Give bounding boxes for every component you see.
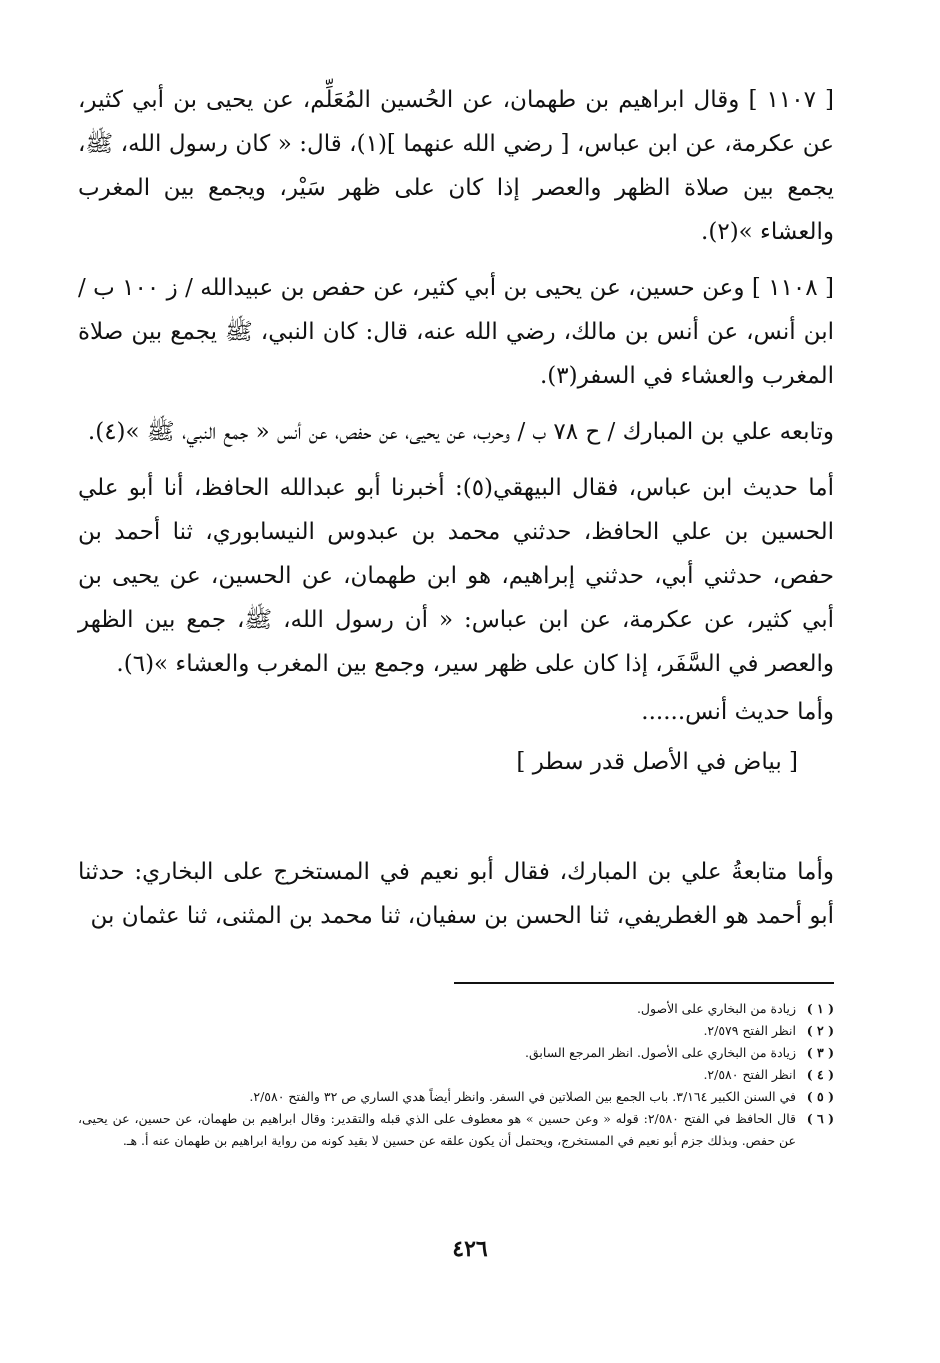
paragraph-hadith-1107: [ ١١٠٧ ] وقال ابراهيم بن طهمان، عن الحُسين المُعَلِّم، عن يحيى بن أبي كثير، عن عكرمة، عن ابن عباس، [ رضي الله عنهما ](١)، قال: « كان رسول الله، ﷺ، يجمع بين صلاة الظهر والعصر إذا كان على ظهر سَيْر، ويجمع بين المغرب والعشاء »(٢). [78,87,834,245]
footnote-2 [78,1020,834,1042]
footnote-text: في السنن الكبير ٣/١٦٤. باب الجمع بين الصلاتين في السفر. وانظر أيضاً هدي الساري ص ٣٢ والفتح ٢/٥٨٠. [249,1089,796,1104]
paragraph-mutaba-ali: وتابعه علي بن المبارك / ح ٧٨ ب / وحرب، عن يحيى، عن حفص، عن أنس « جمع النبي، ﷺ »(٤). [87,419,834,445]
footnote-3 [78,1042,834,1064]
footnote-number: ( ٢ ) [806,1023,834,1038]
footnote-number: ( ٥ ) [806,1089,834,1104]
footnote-number: ( ٦ ) [806,1111,834,1126]
footnote-text: زيادة من البخاري على الأصول. [636,1001,796,1016]
blank-line-gap [78,784,834,850]
paragraph-ibn-abbas-hadith: أما حديث ابن عباس، فقال البيهقي(٥): أخبرنا أبو عبدالله الحافظ، أنا أبو علي الحسين بن علي الحافظ، حدثني محمد بن عبدوس النيسابوري، ثنا أحمد بن حفص، حدثني أبي، حدثني إبراهيم، هو ابن طهمان، عن الحسين، عن يحيى بن أبي كثير، عن عكرمة، عن ابن عباس: « أن رسول الله، ﷺ، جمع بين الظهر والعصر في السَّفَر، إذا كان على ظهر سير، وجمع بين المغرب والعشاء »(٦). [78,475,834,677]
footnote-5 [78,1086,834,1108]
footnote-divider [454,982,834,984]
page-number: ٤٢٦ [452,1236,488,1262]
footnote-number: ( ٤ ) [806,1067,834,1082]
footnote-number: ( ١ ) [806,1001,834,1016]
footnotes [78,982,834,1152]
footnote-text: انظر الفتح ٢/٥٧٩. [703,1023,796,1038]
paragraph-anas-hadith: وأما حديث أنس...... [641,699,834,725]
paragraph-hadith-1108: [ ١١٠٨ ] وعن حسين، عن يحيى بن أبي كثير، عن حفص بن عبيدالله / ز ١٠٠ ب / ابن أنس، عن أنس بن مالك، رضي الله عنه، قال: كان النبي، ﷺ يجمع بين صلاة المغرب والعشاء في السفر(٣). [78,275,834,389]
footnote-1 [78,998,834,1020]
footnote-text: قال الحافظ في الفتح ٢/٥٨٠: قوله « وعن حسين » هو معطوف على الذي قبله والتقدير: وقال ابراهيم بن طهمان، عن حسين، عن يحيى، عن حفص. وبذلك جزم أبو نعيم في المستخرج، ويحتمل أن يكون علقه عن حسين لا بقيد كونه من رواية ابراهيم بن طهمان عنه أ. هـ. [78,1111,796,1148]
footnote-4 [78,1064,834,1086]
paragraph-mutaba-abu-nuaim: وأما متابعةُ علي بن المبارك، فقال أبو نعيم في المستخرج على البخاري: حدثنا أبو أحمد هو الغطريفي، ثنا الحسن بن سفيان، ثنا محمد بن المثنى، ثنا عثمان بن [78,859,834,929]
main-text [78,78,834,950]
footnote-number: ( ٣ ) [806,1045,834,1060]
footnote-text: انظر الفتح ٢/٥٨٠. [703,1067,796,1082]
footnote-text: زيادة من البخاري على الأصول. انظر المرجع السابق. [525,1045,796,1060]
footnote-6 [78,1108,834,1152]
blank-in-original-note: [ بياض في الأصل قدر سطر ] [516,749,798,775]
